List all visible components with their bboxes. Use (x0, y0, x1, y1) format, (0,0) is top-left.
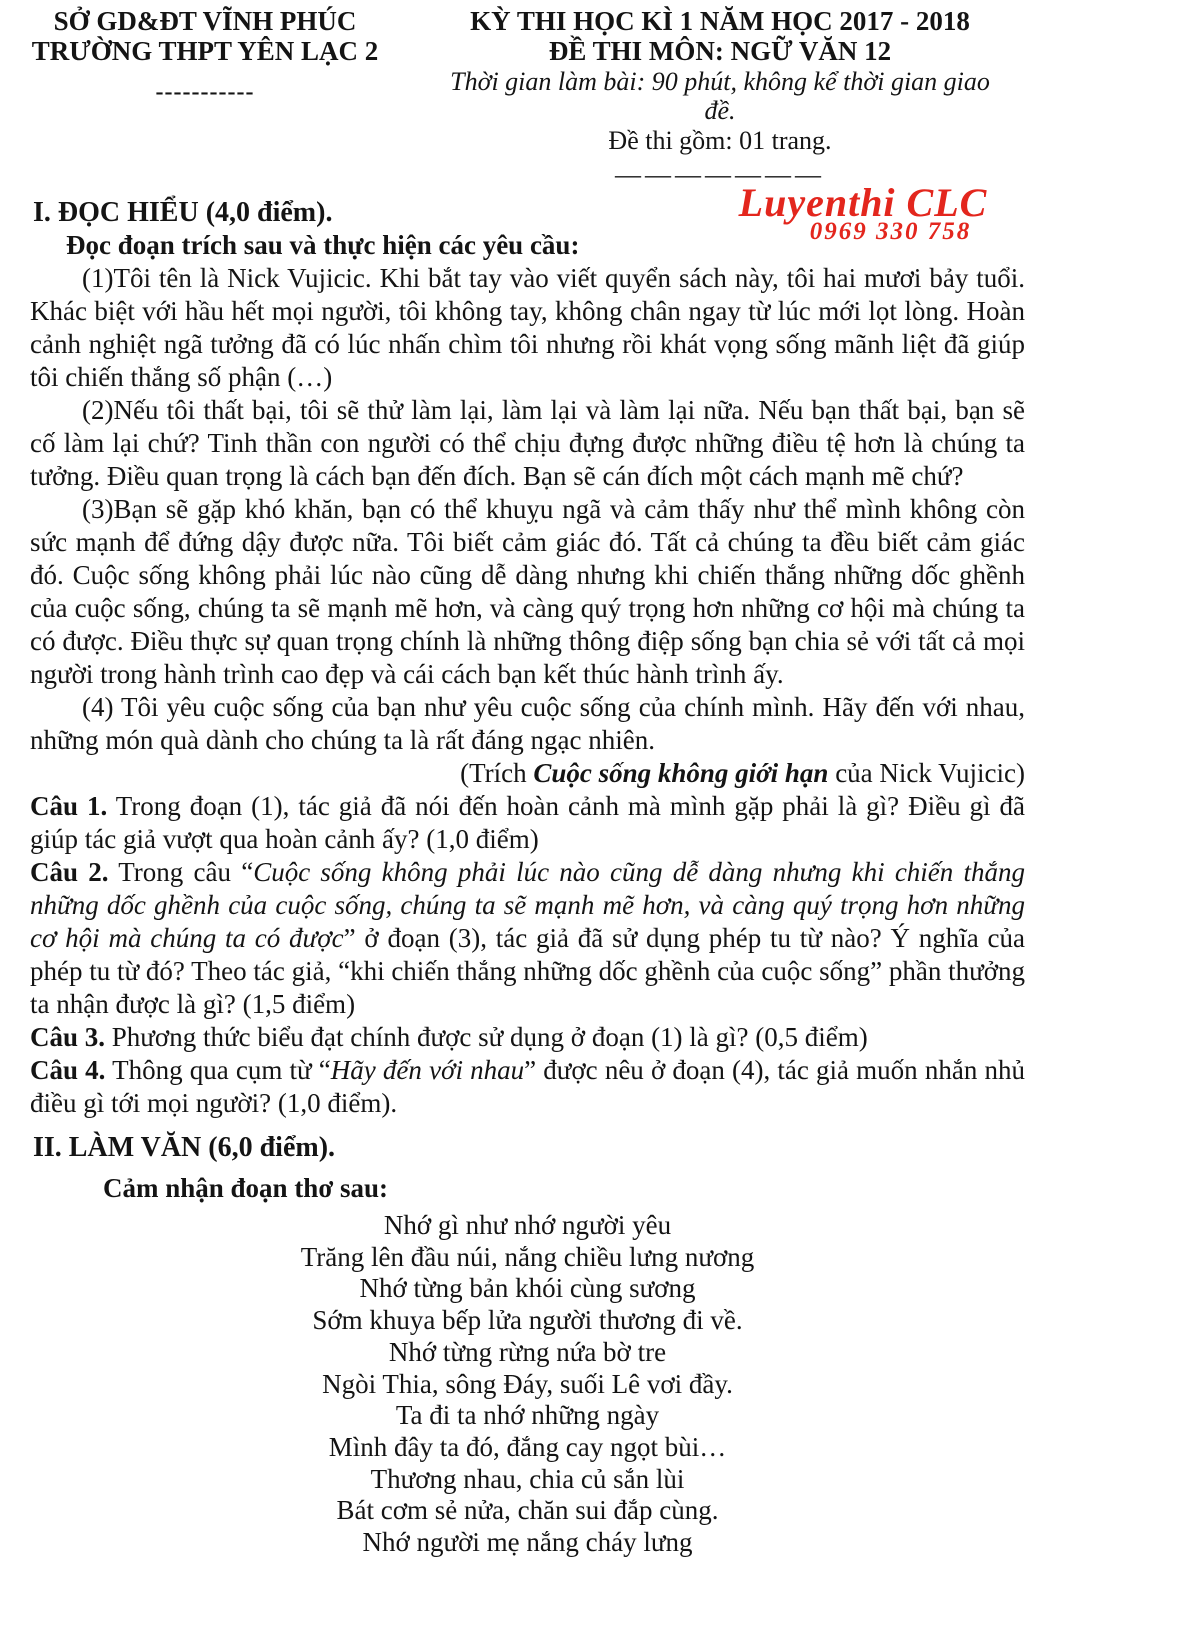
reading-instruction: Đọc đoạn trích sau và thực hiện các yêu cầu: (66, 230, 580, 260)
poem-line: Ngòi Thia, sông Đáy, suối Lê vơi đầy. (322, 1368, 733, 1399)
school-name: TRƯỜNG THPT YÊN LẠC 2 (31, 36, 379, 66)
question-3-label: Câu 3. (30, 1022, 106, 1052)
poem-line: Nhớ từng rừng nứa bờ tre (388, 1336, 667, 1367)
question-4-quote: Hãy đến với nhau (330, 1055, 525, 1085)
question-1-text: Trong đoạn (1), tác giả đã nói đến hoàn cảnh mà mình gặp phải là gì? Điều gì đã giúp tác giả vượt qua hoàn cảnh ấy? (1,0 điểm) (30, 791, 1025, 854)
poem-line: Nhớ người mẹ nắng cháy lưng (362, 1527, 693, 1558)
poem-line: Sớm khuya bếp lửa người thương đi về. (312, 1305, 743, 1336)
reading-paragraph-1: (1)Tôi tên là Nick Vujicic. Khi bắt tay vào viết quyển sách này, tôi hai mươi bảy tuổi. Khác biệt với hầu hết mọi người, tôi không tay, không chân ngay từ lúc mới lọt lòng. Hoàn cảnh nghiệt ngã tưởng đã có lúc nhấn chìm tôi nhưng rồi khát vọng sống mãnh liệt đã giúp tôi chiến thắng số phận (…) (30, 263, 1025, 392)
excerpt-source-post: của Nick Vujicic) (828, 758, 1025, 788)
question-4-label: Câu 4. (30, 1055, 106, 1085)
subject-line: ĐỀ THI MÔN: NGỮ VĂN 12 (548, 36, 892, 66)
question-1-label: Câu 1. (30, 791, 108, 821)
question-4 (30, 1054, 1025, 1120)
reading-section-heading: I. ĐỌC HIỂU (4,0 điểm). (33, 197, 333, 228)
reading-paragraph-4: (4) Tôi yêu cuộc sống của bạn như yêu cuộc sống của chính mình. Hãy đến với nhau, những món quà dành cho chúng ta là rất đáng ngạc nhiên. (30, 692, 1025, 755)
school-block-divider: ----------- (155, 79, 255, 105)
poem-line: Trăng lên đầu núi, nắng chiều lưng nương (300, 1241, 755, 1272)
poem (30, 1210, 1025, 1559)
title-block-divider: ——————— (615, 160, 825, 189)
exam-title: KỲ THI HỌC KÌ 1 NĂM HỌC 2017 - 2018 (470, 6, 970, 36)
question-2-text-post: ” ở đoạn (3), tác giả đã sử dụng phép tu từ nào? Ý nghĩa của phép tu từ đó? Theo tác giả, “khi chiến thắng những dốc ghềnh của cuộc sống” phần thưởng ta nhận được là gì? (1,5 điểm) (30, 923, 1025, 1019)
excerpt-book-title: Cuộc sống không giới hạn (533, 758, 829, 788)
question-4-text-pre: Thông qua cụm từ “ (105, 1055, 331, 1085)
writing-instruction: Cảm nhận đoạn thơ sau: (103, 1173, 389, 1203)
excerpt-source (30, 757, 1025, 790)
question-3-text: Phương thức biểu đạt chính được sử dụng ở đoạn (1) là gì? (0,5 điểm) (105, 1022, 868, 1052)
question-2-quote: Cuộc sống không phải lúc nào cũng dễ dàng nhưng khi chiến thắng những dốc ghềnh của cuộc sống, chúng ta sẽ mạnh mẽ hơn, và càng quý trọng hơn những cơ hội mà chúng ta có được (30, 857, 1026, 953)
question-4-text-post: ” được nêu ở đoạn (4), tác giả muốn nhắn nhủ điều gì tới mọi người? (1,0 điểm). (30, 1055, 1025, 1118)
exam-header (0, 6, 1200, 187)
reading-paragraph-3: (3)Bạn sẽ gặp khó khăn, bạn có thể khuỵu ngã và cảm thấy như thể mình không còn sức mạnh để đứng dậy được nữa. Tôi biết cảm giác đó. Tất cả chúng ta đều biết cảm giác đó. Cuộc sống không phải lúc nào cũng dễ dàng nhưng khi chiến thắng những dốc ghềnh của cuộc sống, chúng ta sẽ mạnh mẽ hơn, và càng quý trọng hơn những cơ hội mà chúng ta có được. Điều thực sự quan trọng chính là những thông điệp sống bạn chia sẻ với tất cả mọi người trong hành trình cao đẹp và cái cách bạn kết thúc hành trình ấy. (30, 494, 1025, 689)
poem-line: Mình đây ta đó, đắng cay ngọt bùi… (328, 1431, 727, 1462)
school-block (0, 6, 410, 104)
question-2-text-pre: Trong câu “ (108, 857, 254, 887)
reading-paragraph-2: (2)Nếu tôi thất bại, tôi sẽ thử làm lại, làm lại và làm lại nữa. Nếu bạn thất bại, bạn sẽ cố làm lại chứ? Tinh thần con người có thể chịu đựng được những điều tệ hơn là chúng ta tưởng. Điều quan trọng là cách bạn đến đích. Bạn sẽ cán đích một cách mạnh mẽ chứ? (30, 395, 1025, 491)
question-1 (30, 790, 1025, 856)
time-note: Thời gian làm bài: 90 phút, không kể thời gian giao đề. (450, 67, 990, 125)
poem-line: Nhớ từng bản khói cùng sương (359, 1273, 696, 1304)
luyenthi-clc-watermark (728, 180, 998, 245)
watermark-brand-text: Luyenthi CLC (738, 180, 988, 225)
poem-line: Bát cơm sẻ nửa, chăn sui đắp cùng. (336, 1495, 719, 1526)
exam-body (30, 229, 1025, 1559)
excerpt-source-pre: (Trích (460, 758, 534, 788)
poem-line: Ta đi ta nhớ những ngày (395, 1400, 660, 1431)
writing-section-heading: II. LÀM VĂN (6,0 điểm). (33, 1132, 336, 1163)
poem-line: Nhớ gì như nhớ người yêu (383, 1210, 672, 1240)
department-name: SỞ GD&ĐT VĨNH PHÚC (53, 6, 357, 36)
pages-note: Đề thi gồm: 01 trang. (608, 126, 832, 155)
question-2-label: Câu 2. (30, 857, 109, 887)
poem-line: Thương nhau, chia củ sắn lùi (370, 1463, 685, 1494)
question-2 (30, 856, 1025, 1021)
watermark-phone-number: 0969 330 758 (809, 218, 972, 245)
exam-title-block (440, 6, 1000, 187)
question-3 (30, 1021, 1025, 1054)
